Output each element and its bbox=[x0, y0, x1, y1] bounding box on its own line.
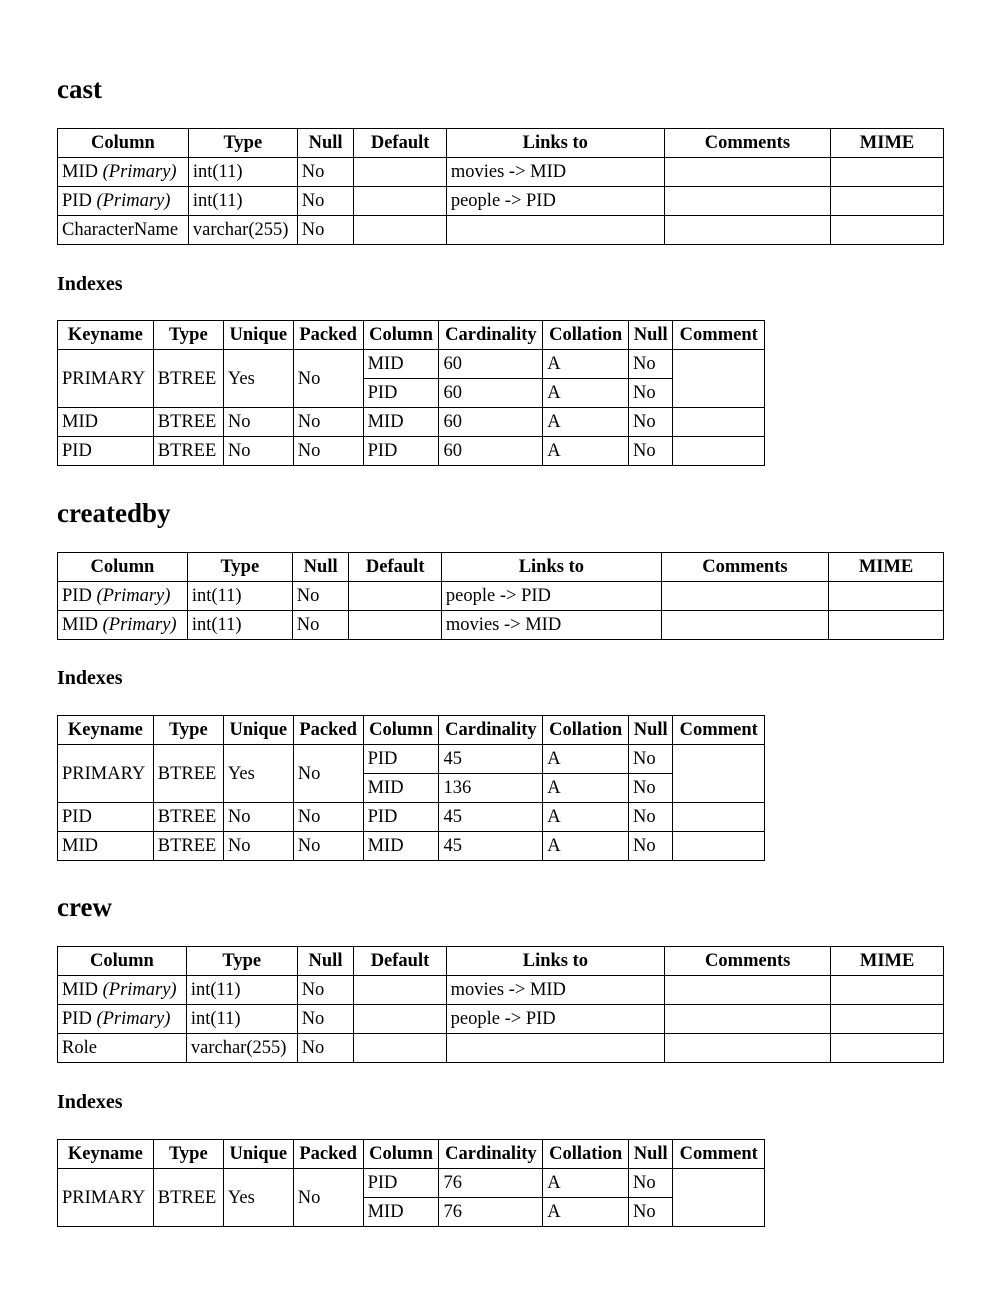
index-type-cell: BTREE bbox=[153, 437, 223, 466]
index-header: Unique bbox=[223, 1140, 293, 1169]
keyname-cell: PID bbox=[58, 803, 154, 832]
table-title-cast: cast bbox=[57, 74, 102, 104]
null-cell: No bbox=[292, 611, 349, 640]
index-header: Column bbox=[363, 1140, 439, 1169]
default-cell bbox=[354, 187, 446, 216]
table-title-crew: crew bbox=[57, 892, 112, 922]
column-header: Type bbox=[188, 129, 297, 158]
mime-cell bbox=[829, 582, 944, 611]
type-cell: int(11) bbox=[188, 158, 297, 187]
index-header: Packed bbox=[293, 716, 363, 745]
header-row bbox=[58, 947, 944, 976]
default-cell bbox=[349, 582, 441, 611]
indexes-table-createdby bbox=[57, 715, 765, 861]
index-header: Comment bbox=[673, 716, 765, 745]
column-header: Column bbox=[58, 129, 189, 158]
comments-cell bbox=[664, 187, 830, 216]
packed-cell: No bbox=[293, 408, 363, 437]
collation-cell: A bbox=[543, 1169, 629, 1198]
collation-cell: A bbox=[543, 745, 629, 774]
index-null-cell: No bbox=[629, 803, 673, 832]
index-null-cell: No bbox=[629, 350, 673, 379]
mime-cell bbox=[831, 158, 944, 187]
packed-cell: No bbox=[293, 1169, 363, 1227]
collation-cell: A bbox=[543, 408, 629, 437]
column-name-cell: PID (Primary) bbox=[58, 1005, 187, 1034]
index-comment-cell bbox=[673, 832, 765, 861]
index-null-cell: No bbox=[629, 1169, 673, 1198]
index-null-cell: No bbox=[629, 379, 673, 408]
column-header: Column bbox=[58, 947, 187, 976]
keyname-cell: PID bbox=[58, 437, 154, 466]
index-type-cell: BTREE bbox=[153, 1169, 223, 1227]
index-null-cell: No bbox=[629, 832, 673, 861]
index-header: Cardinality bbox=[439, 716, 543, 745]
links-to-cell: people -> PID bbox=[446, 187, 664, 216]
header-row bbox=[58, 716, 765, 745]
type-cell: int(11) bbox=[186, 976, 297, 1005]
index-null-cell: No bbox=[629, 408, 673, 437]
cardinality-cell: 60 bbox=[439, 379, 543, 408]
header-row bbox=[58, 553, 944, 582]
links-to-cell: movies -> MID bbox=[446, 976, 665, 1005]
collation-cell: A bbox=[543, 803, 629, 832]
index-column-cell: PID bbox=[363, 803, 439, 832]
table-row bbox=[58, 1034, 944, 1063]
column-header: Links to bbox=[446, 129, 664, 158]
keyname-cell: PRIMARY bbox=[58, 745, 154, 803]
unique-cell: Yes bbox=[223, 1169, 293, 1227]
default-cell bbox=[349, 611, 441, 640]
column-header: Links to bbox=[446, 947, 665, 976]
packed-cell: No bbox=[293, 437, 363, 466]
column-header: Column bbox=[58, 553, 188, 582]
table-row bbox=[58, 1005, 944, 1034]
index-header: Type bbox=[153, 321, 223, 350]
type-cell: varchar(255) bbox=[186, 1034, 297, 1063]
links-to-cell: people -> PID bbox=[446, 1005, 665, 1034]
table-row bbox=[58, 408, 765, 437]
mime-cell bbox=[831, 1005, 944, 1034]
index-header: Keyname bbox=[58, 321, 154, 350]
links-to-cell: movies -> MID bbox=[446, 158, 664, 187]
packed-cell: No bbox=[293, 803, 363, 832]
table-row bbox=[58, 745, 765, 774]
index-comment-cell bbox=[673, 408, 765, 437]
default-cell bbox=[354, 976, 446, 1005]
column-header: Default bbox=[354, 129, 446, 158]
unique-cell: Yes bbox=[223, 745, 293, 803]
default-cell bbox=[354, 158, 446, 187]
index-header: Type bbox=[153, 716, 223, 745]
index-header: Unique bbox=[223, 716, 293, 745]
type-cell: int(11) bbox=[187, 611, 292, 640]
cardinality-cell: 60 bbox=[439, 437, 543, 466]
column-header: Default bbox=[349, 553, 441, 582]
table-row bbox=[58, 611, 944, 640]
index-header: Collation bbox=[543, 716, 629, 745]
column-header: Comments bbox=[665, 947, 831, 976]
unique-cell: No bbox=[223, 437, 293, 466]
index-column-cell: PID bbox=[363, 1169, 439, 1198]
index-header: Comment bbox=[673, 321, 765, 350]
index-column-cell: PID bbox=[363, 379, 439, 408]
index-header: Packed bbox=[293, 321, 363, 350]
index-header: Null bbox=[629, 321, 673, 350]
mime-cell bbox=[831, 1034, 944, 1063]
unique-cell: No bbox=[223, 408, 293, 437]
column-header: Comments bbox=[661, 553, 828, 582]
index-header: Collation bbox=[543, 1140, 629, 1169]
index-type-cell: BTREE bbox=[153, 832, 223, 861]
column-header: Links to bbox=[441, 553, 661, 582]
index-header: Column bbox=[363, 321, 439, 350]
mime-cell bbox=[831, 216, 944, 245]
mime-cell bbox=[831, 976, 944, 1005]
column-header: MIME bbox=[829, 553, 944, 582]
column-header: Type bbox=[187, 553, 292, 582]
index-comment-cell bbox=[673, 745, 765, 803]
index-type-cell: BTREE bbox=[153, 408, 223, 437]
index-column-cell: PID bbox=[363, 745, 439, 774]
cardinality-cell: 60 bbox=[439, 408, 543, 437]
type-cell: varchar(255) bbox=[188, 216, 297, 245]
table-row bbox=[58, 158, 944, 187]
column-name-cell: CharacterName bbox=[58, 216, 189, 245]
index-header: Comment bbox=[673, 1140, 765, 1169]
index-header: Null bbox=[629, 716, 673, 745]
index-comment-cell bbox=[673, 350, 765, 408]
index-null-cell: No bbox=[629, 745, 673, 774]
column-header: Null bbox=[297, 947, 354, 976]
index-type-cell: BTREE bbox=[153, 745, 223, 803]
indexes-title: Indexes bbox=[57, 273, 123, 295]
table-row bbox=[58, 187, 944, 216]
column-header: MIME bbox=[831, 129, 944, 158]
index-comment-cell bbox=[673, 437, 765, 466]
cardinality-cell: 45 bbox=[439, 745, 543, 774]
index-null-cell: No bbox=[629, 774, 673, 803]
column-name-cell: MID (Primary) bbox=[58, 976, 187, 1005]
primary-marker: (Primary) bbox=[102, 615, 177, 635]
indexes-table-crew bbox=[57, 1139, 765, 1227]
collation-cell: A bbox=[543, 437, 629, 466]
table-title-createdby: createdby bbox=[57, 498, 171, 528]
keyname-cell: MID bbox=[58, 832, 154, 861]
index-header: Unique bbox=[223, 321, 293, 350]
comments-cell bbox=[665, 976, 831, 1005]
links-to-cell bbox=[446, 1034, 665, 1063]
index-null-cell: No bbox=[629, 1198, 673, 1227]
index-header: Cardinality bbox=[439, 321, 543, 350]
column-name-cell: MID (Primary) bbox=[58, 158, 189, 187]
cardinality-cell: 76 bbox=[439, 1169, 543, 1198]
index-header: Cardinality bbox=[439, 1140, 543, 1169]
header-row bbox=[58, 129, 944, 158]
collation-cell: A bbox=[543, 350, 629, 379]
comments-cell bbox=[661, 582, 828, 611]
columns-table-createdby bbox=[57, 552, 944, 640]
type-cell: int(11) bbox=[186, 1005, 297, 1034]
mime-cell bbox=[829, 611, 944, 640]
keyname-cell: PRIMARY bbox=[58, 1169, 154, 1227]
primary-marker: (Primary) bbox=[96, 191, 171, 211]
cardinality-cell: 60 bbox=[439, 350, 543, 379]
indexes-title: Indexes bbox=[57, 667, 123, 689]
index-column-cell: MID bbox=[363, 350, 439, 379]
comments-cell bbox=[665, 1034, 831, 1063]
columns-table-cast bbox=[57, 128, 944, 245]
links-to-cell: people -> PID bbox=[441, 582, 661, 611]
column-header: MIME bbox=[831, 947, 944, 976]
unique-cell: Yes bbox=[223, 350, 293, 408]
index-header: Keyname bbox=[58, 716, 154, 745]
primary-marker: (Primary) bbox=[96, 1009, 171, 1029]
column-name-cell: PID (Primary) bbox=[58, 582, 188, 611]
comments-cell bbox=[664, 158, 830, 187]
null-cell: No bbox=[297, 158, 354, 187]
index-header: Type bbox=[153, 1140, 223, 1169]
columns-table-crew bbox=[57, 946, 944, 1063]
comments-cell bbox=[661, 611, 828, 640]
column-header: Comments bbox=[664, 129, 830, 158]
null-cell: No bbox=[297, 216, 354, 245]
null-cell: No bbox=[297, 1005, 354, 1034]
unique-cell: No bbox=[223, 803, 293, 832]
index-column-cell: MID bbox=[363, 832, 439, 861]
comments-cell bbox=[664, 216, 830, 245]
table-row bbox=[58, 803, 765, 832]
column-header: Null bbox=[292, 553, 349, 582]
default-cell bbox=[354, 216, 446, 245]
table-row bbox=[58, 976, 944, 1005]
column-header: Null bbox=[297, 129, 354, 158]
cardinality-cell: 136 bbox=[439, 774, 543, 803]
primary-marker: (Primary) bbox=[102, 980, 177, 1000]
collation-cell: A bbox=[543, 832, 629, 861]
index-type-cell: BTREE bbox=[153, 350, 223, 408]
null-cell: No bbox=[297, 1034, 354, 1063]
packed-cell: No bbox=[293, 832, 363, 861]
index-comment-cell bbox=[673, 1169, 765, 1227]
index-header: Null bbox=[629, 1140, 673, 1169]
links-to-cell: movies -> MID bbox=[441, 611, 661, 640]
null-cell: No bbox=[297, 976, 354, 1005]
indexes-title: Indexes bbox=[57, 1091, 123, 1113]
index-column-cell: MID bbox=[363, 408, 439, 437]
index-header: Packed bbox=[293, 1140, 363, 1169]
packed-cell: No bbox=[293, 350, 363, 408]
index-column-cell: PID bbox=[363, 437, 439, 466]
column-header: Type bbox=[186, 947, 297, 976]
index-column-cell: MID bbox=[363, 774, 439, 803]
table-row bbox=[58, 582, 944, 611]
table-row bbox=[58, 1169, 765, 1198]
collation-cell: A bbox=[543, 1198, 629, 1227]
cardinality-cell: 76 bbox=[439, 1198, 543, 1227]
indexes-table-cast bbox=[57, 320, 765, 466]
index-header: Collation bbox=[543, 321, 629, 350]
column-header: Default bbox=[354, 947, 446, 976]
type-cell: int(11) bbox=[187, 582, 292, 611]
table-row bbox=[58, 437, 765, 466]
table-row bbox=[58, 350, 765, 379]
type-cell: int(11) bbox=[188, 187, 297, 216]
primary-marker: (Primary) bbox=[102, 162, 177, 182]
links-to-cell bbox=[446, 216, 664, 245]
null-cell: No bbox=[292, 582, 349, 611]
column-name-cell: PID (Primary) bbox=[58, 187, 189, 216]
unique-cell: No bbox=[223, 832, 293, 861]
index-comment-cell bbox=[673, 803, 765, 832]
primary-marker: (Primary) bbox=[96, 586, 171, 606]
default-cell bbox=[354, 1005, 446, 1034]
keyname-cell: MID bbox=[58, 408, 154, 437]
mime-cell bbox=[831, 187, 944, 216]
table-row bbox=[58, 216, 944, 245]
table-row bbox=[58, 832, 765, 861]
index-null-cell: No bbox=[629, 437, 673, 466]
column-name-cell: Role bbox=[58, 1034, 187, 1063]
collation-cell: A bbox=[543, 774, 629, 803]
null-cell: No bbox=[297, 187, 354, 216]
default-cell bbox=[354, 1034, 446, 1063]
index-column-cell: MID bbox=[363, 1198, 439, 1227]
cardinality-cell: 45 bbox=[439, 803, 543, 832]
column-name-cell: MID (Primary) bbox=[58, 611, 188, 640]
packed-cell: No bbox=[293, 745, 363, 803]
index-type-cell: BTREE bbox=[153, 803, 223, 832]
keyname-cell: PRIMARY bbox=[58, 350, 154, 408]
collation-cell: A bbox=[543, 379, 629, 408]
header-row bbox=[58, 321, 765, 350]
index-header: Column bbox=[363, 716, 439, 745]
cardinality-cell: 45 bbox=[439, 832, 543, 861]
comments-cell bbox=[665, 1005, 831, 1034]
header-row bbox=[58, 1140, 765, 1169]
index-header: Keyname bbox=[58, 1140, 154, 1169]
